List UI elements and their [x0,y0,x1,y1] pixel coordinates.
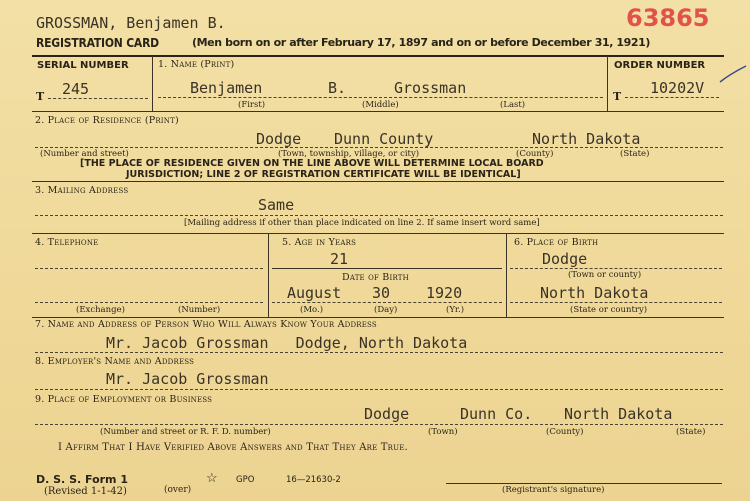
dob-line [272,302,502,303]
residence-town: Dodge [256,130,302,148]
employment-town: Dodge [364,405,410,423]
order-prefix: T [613,90,622,103]
birthplace-line [510,268,722,269]
caption-year: (Yr.) [446,305,465,315]
dob-label: Date of Birth [342,272,409,283]
caption-month: (Mo.) [300,305,324,315]
contact-line [35,352,723,353]
caption-number: (Number) [178,305,221,315]
caption-street: (Number and street) [40,149,129,159]
order-line [625,97,719,98]
divider [607,56,608,111]
serial-line [48,98,148,99]
caption-town: (Town, township, village, or city) [278,149,420,159]
mailing-value: Same [258,196,295,214]
divider [506,233,507,317]
signature-caption: (Registrant's signature) [502,485,605,495]
order-number: 10202V [650,79,705,97]
form-number: D. S. S. Form 1 [36,473,128,486]
employment-county: Dunn Co. [460,405,533,423]
employment-line [35,424,723,425]
employment-label: 9. Place of Employment or Business [35,394,213,405]
row-rule [32,111,724,112]
caption-first: (First) [238,100,266,110]
form-revision: (Revised 1-1-42) [44,486,127,497]
mailing-label: 3. Mailing Address [35,185,129,196]
caption-day: (Day) [374,305,398,315]
telephone-line [35,268,263,269]
birthplace-town: Dodge [542,250,588,268]
over-note: (over) [164,485,192,495]
employer-label: 8. Employer's Name and Address [35,356,195,367]
age-rule [272,268,502,269]
stamp-number: 63865 [626,4,710,32]
star-icon: ☆ [206,471,218,486]
contact-label: 7. Name and Address of Person Who Will Always Know Your Address [35,319,377,330]
name-middle: B. [328,79,347,97]
caption-town-county: (Town or county) [568,270,642,280]
jurisdiction-notice-1: [THE PLACE OF RESIDENCE GIVEN ON THE LINE ABOVE WILL DETERMINE LOCAL BOARD [80,158,544,169]
name-label: 1. Name (Print) [158,59,235,70]
age-value: 21 [330,250,349,268]
caption-exchange: (Exchange) [76,305,125,315]
caption-street-rfd: (Number and street or R. F. D. number) [100,427,271,437]
card-title: REGISTRATION CARD [36,36,159,50]
row-rule [32,233,724,234]
employment-state: North Dakota [564,405,673,423]
mailing-caption: [Mailing address if other than place indicated on line 2. If same insert word same] [184,218,540,228]
caption-middle: (Middle) [362,100,399,110]
caption-county: (County) [546,427,584,437]
print-number: 16—21630-2 [286,475,341,485]
typed-registrant-name: GROSSMAN, Benjamen B. [36,14,226,32]
telephone-label: 4. Telephone [35,237,99,248]
name-line [158,97,603,98]
signature-line [446,483,722,484]
gpo-mark: GPO [236,475,255,485]
caption-state: (State) [620,149,650,159]
divider [268,233,269,317]
residence-label: 2. Place of Residence (Print) [35,115,179,126]
serial-prefix: T [36,90,45,103]
age-label: 5. Age in Years [282,237,357,248]
divider [152,56,153,111]
pencil-check-mark [718,64,748,86]
row-rule [32,181,724,182]
caption-town: (Town) [428,427,458,437]
header-rule [32,55,724,57]
birthplace-state: North Dakota [540,284,649,302]
card-eligibility: (Men born on or after February 17, 1897 and on or before December 31, 1921) [192,36,651,49]
dob-month: August [287,284,342,302]
employer-line [35,389,723,390]
caption-state-country: (State or country) [570,305,648,315]
caption-county: (County) [516,149,554,159]
residence-state: North Dakota [532,130,641,148]
jurisdiction-notice-2: JURISDICTION; LINE 2 OF REGISTRATION CERTIFICATE WILL BE IDENTICAL] [126,169,521,180]
mailing-line [35,215,723,216]
name-first: Benjamen [190,79,263,97]
serial-number: 245 [62,80,90,98]
residence-county: Dunn County [334,130,434,148]
employer-value: Mr. Jacob Grossman [106,370,269,388]
dob-year: 1920 [426,284,463,302]
order-label: ORDER NUMBER [614,60,706,71]
serial-label: SERIAL NUMBER [37,60,129,71]
birthplace-label: 6. Place of Birth [514,237,599,248]
affirmation-text: I Affirm That I Have Verified Above Answers and That They Are True. [58,442,408,453]
contact-value: Mr. Jacob Grossman Dodge, North Dakota [106,334,468,352]
row-rule [32,317,724,318]
birthplace-line [510,302,722,303]
caption-last: (Last) [500,100,526,110]
dob-day: 30 [372,284,391,302]
telephone-line [35,302,263,303]
residence-line [35,147,723,148]
name-last: Grossman [394,79,467,97]
caption-state: (State) [676,427,706,437]
